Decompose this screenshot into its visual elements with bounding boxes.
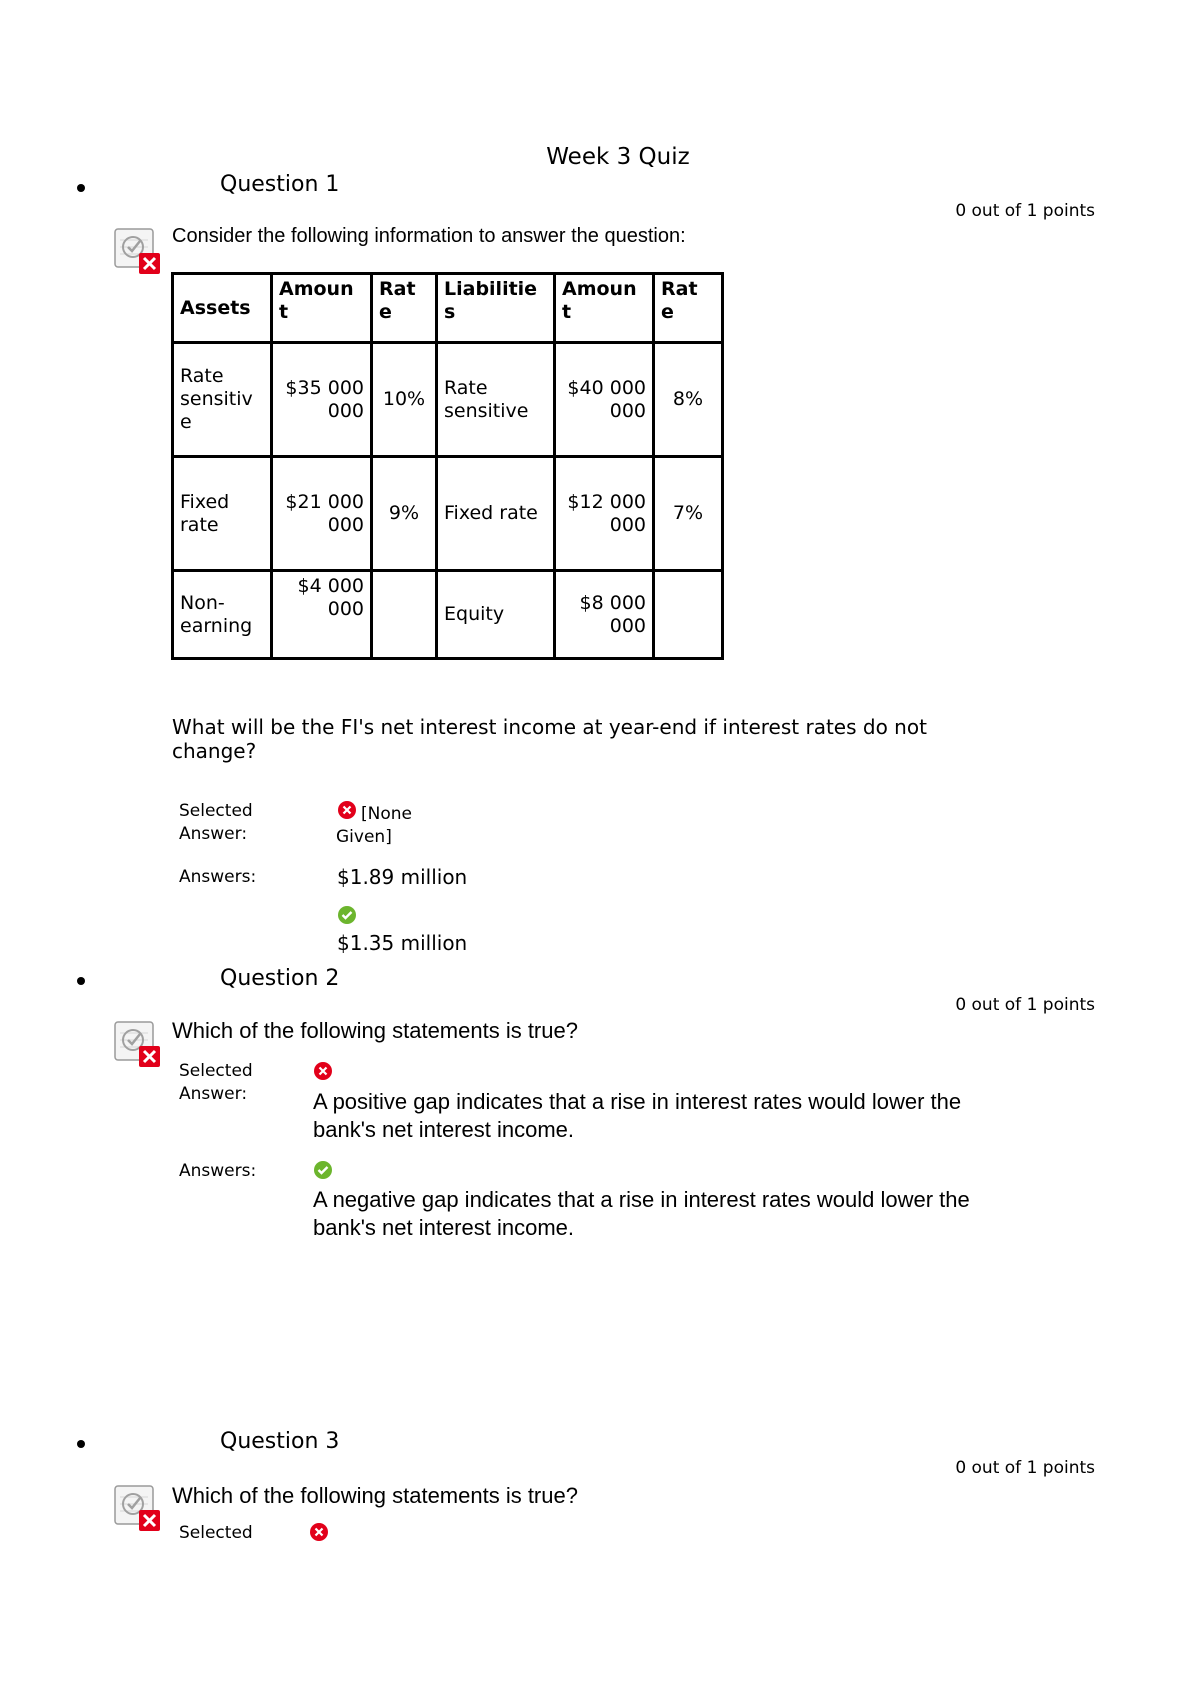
table-cell: Rate sensitiv e	[173, 343, 272, 457]
table-row	[173, 571, 723, 659]
selected-answer-value: A positive gap indicates that a rise in interest rates would lower the bank's net interest income.	[313, 1089, 962, 1142]
table-cell: $8 000 000	[555, 571, 654, 659]
table-cell: $12 000 000	[555, 457, 654, 571]
page-title: Week 3 Quiz	[546, 144, 690, 170]
question-points: 0 out of 1 points	[955, 1458, 1095, 1478]
incorrect-icon	[309, 1522, 329, 1542]
list-bullet	[77, 1440, 85, 1448]
question-prompt: Which of the following statements is true?	[172, 1018, 578, 1043]
question-points: 0 out of 1 points	[955, 201, 1095, 221]
table-header: Amoun t	[555, 274, 654, 343]
table-cell: $35 000 000	[272, 343, 372, 457]
table-cell: Fixed rate	[173, 457, 272, 571]
table-cell: $40 000 000	[555, 343, 654, 457]
question-heading: Question 1	[220, 172, 340, 197]
table-cell: Fixed rate	[437, 457, 555, 571]
table-cell: $21 000 000	[272, 457, 372, 571]
table-row	[173, 457, 723, 571]
correct-icon	[313, 1160, 333, 1180]
table-cell: Non- earning	[173, 571, 272, 659]
incorrect-question-icon	[113, 1482, 163, 1532]
answer-option: $1.89 million	[337, 865, 468, 889]
answers-label: Answers:	[179, 1161, 257, 1181]
table-row	[173, 343, 723, 457]
table-cell	[654, 571, 723, 659]
question-prompt: Which of the following statements is true?	[172, 1483, 578, 1508]
table-header-row	[173, 274, 723, 343]
table-cell: 8%	[654, 343, 723, 457]
question-heading: Question 2	[220, 966, 340, 991]
correct-icon	[337, 905, 357, 925]
incorrect-icon	[313, 1061, 333, 1081]
table-header: Assets	[173, 274, 272, 343]
table-header: Amoun t	[272, 274, 372, 343]
table-cell: Equity	[437, 571, 555, 659]
incorrect-question-icon	[113, 1018, 163, 1068]
table-header: Liabilitie s	[437, 274, 555, 343]
answer-option: $1.35 million	[337, 931, 468, 955]
table-header: Rat e	[654, 274, 723, 343]
table-cell: $4 000 000	[272, 571, 372, 659]
table-cell: 10%	[372, 343, 437, 457]
selected-answer-label: Selected Answer:	[179, 1061, 253, 1104]
answer-option: A negative gap indicates that a rise in interest rates would lower the bank's net interest income.	[313, 1187, 970, 1240]
table-cell	[372, 571, 437, 659]
question-heading: Question 3	[220, 1429, 340, 1454]
selected-answer-value: [None Given]	[336, 804, 412, 847]
table-header: Rat e	[372, 274, 437, 343]
list-bullet	[77, 184, 85, 192]
table-cell: 7%	[654, 457, 723, 571]
selected-answer-label: Selected Answer:	[179, 801, 253, 844]
table-cell: 9%	[372, 457, 437, 571]
incorrect-question-icon	[113, 225, 163, 275]
question-prompt: Consider the following information to answer the question:	[172, 225, 686, 247]
question-text: What will be the FI's net interest income at year-end if interest rates do not change?	[172, 715, 927, 763]
list-bullet	[77, 977, 85, 985]
financial-table	[171, 272, 724, 660]
selected-answer-label: Selected	[179, 1523, 253, 1543]
question-points: 0 out of 1 points	[955, 995, 1095, 1015]
answers-label: Answers:	[179, 867, 257, 887]
table-cell: Rate sensitive	[437, 343, 555, 457]
